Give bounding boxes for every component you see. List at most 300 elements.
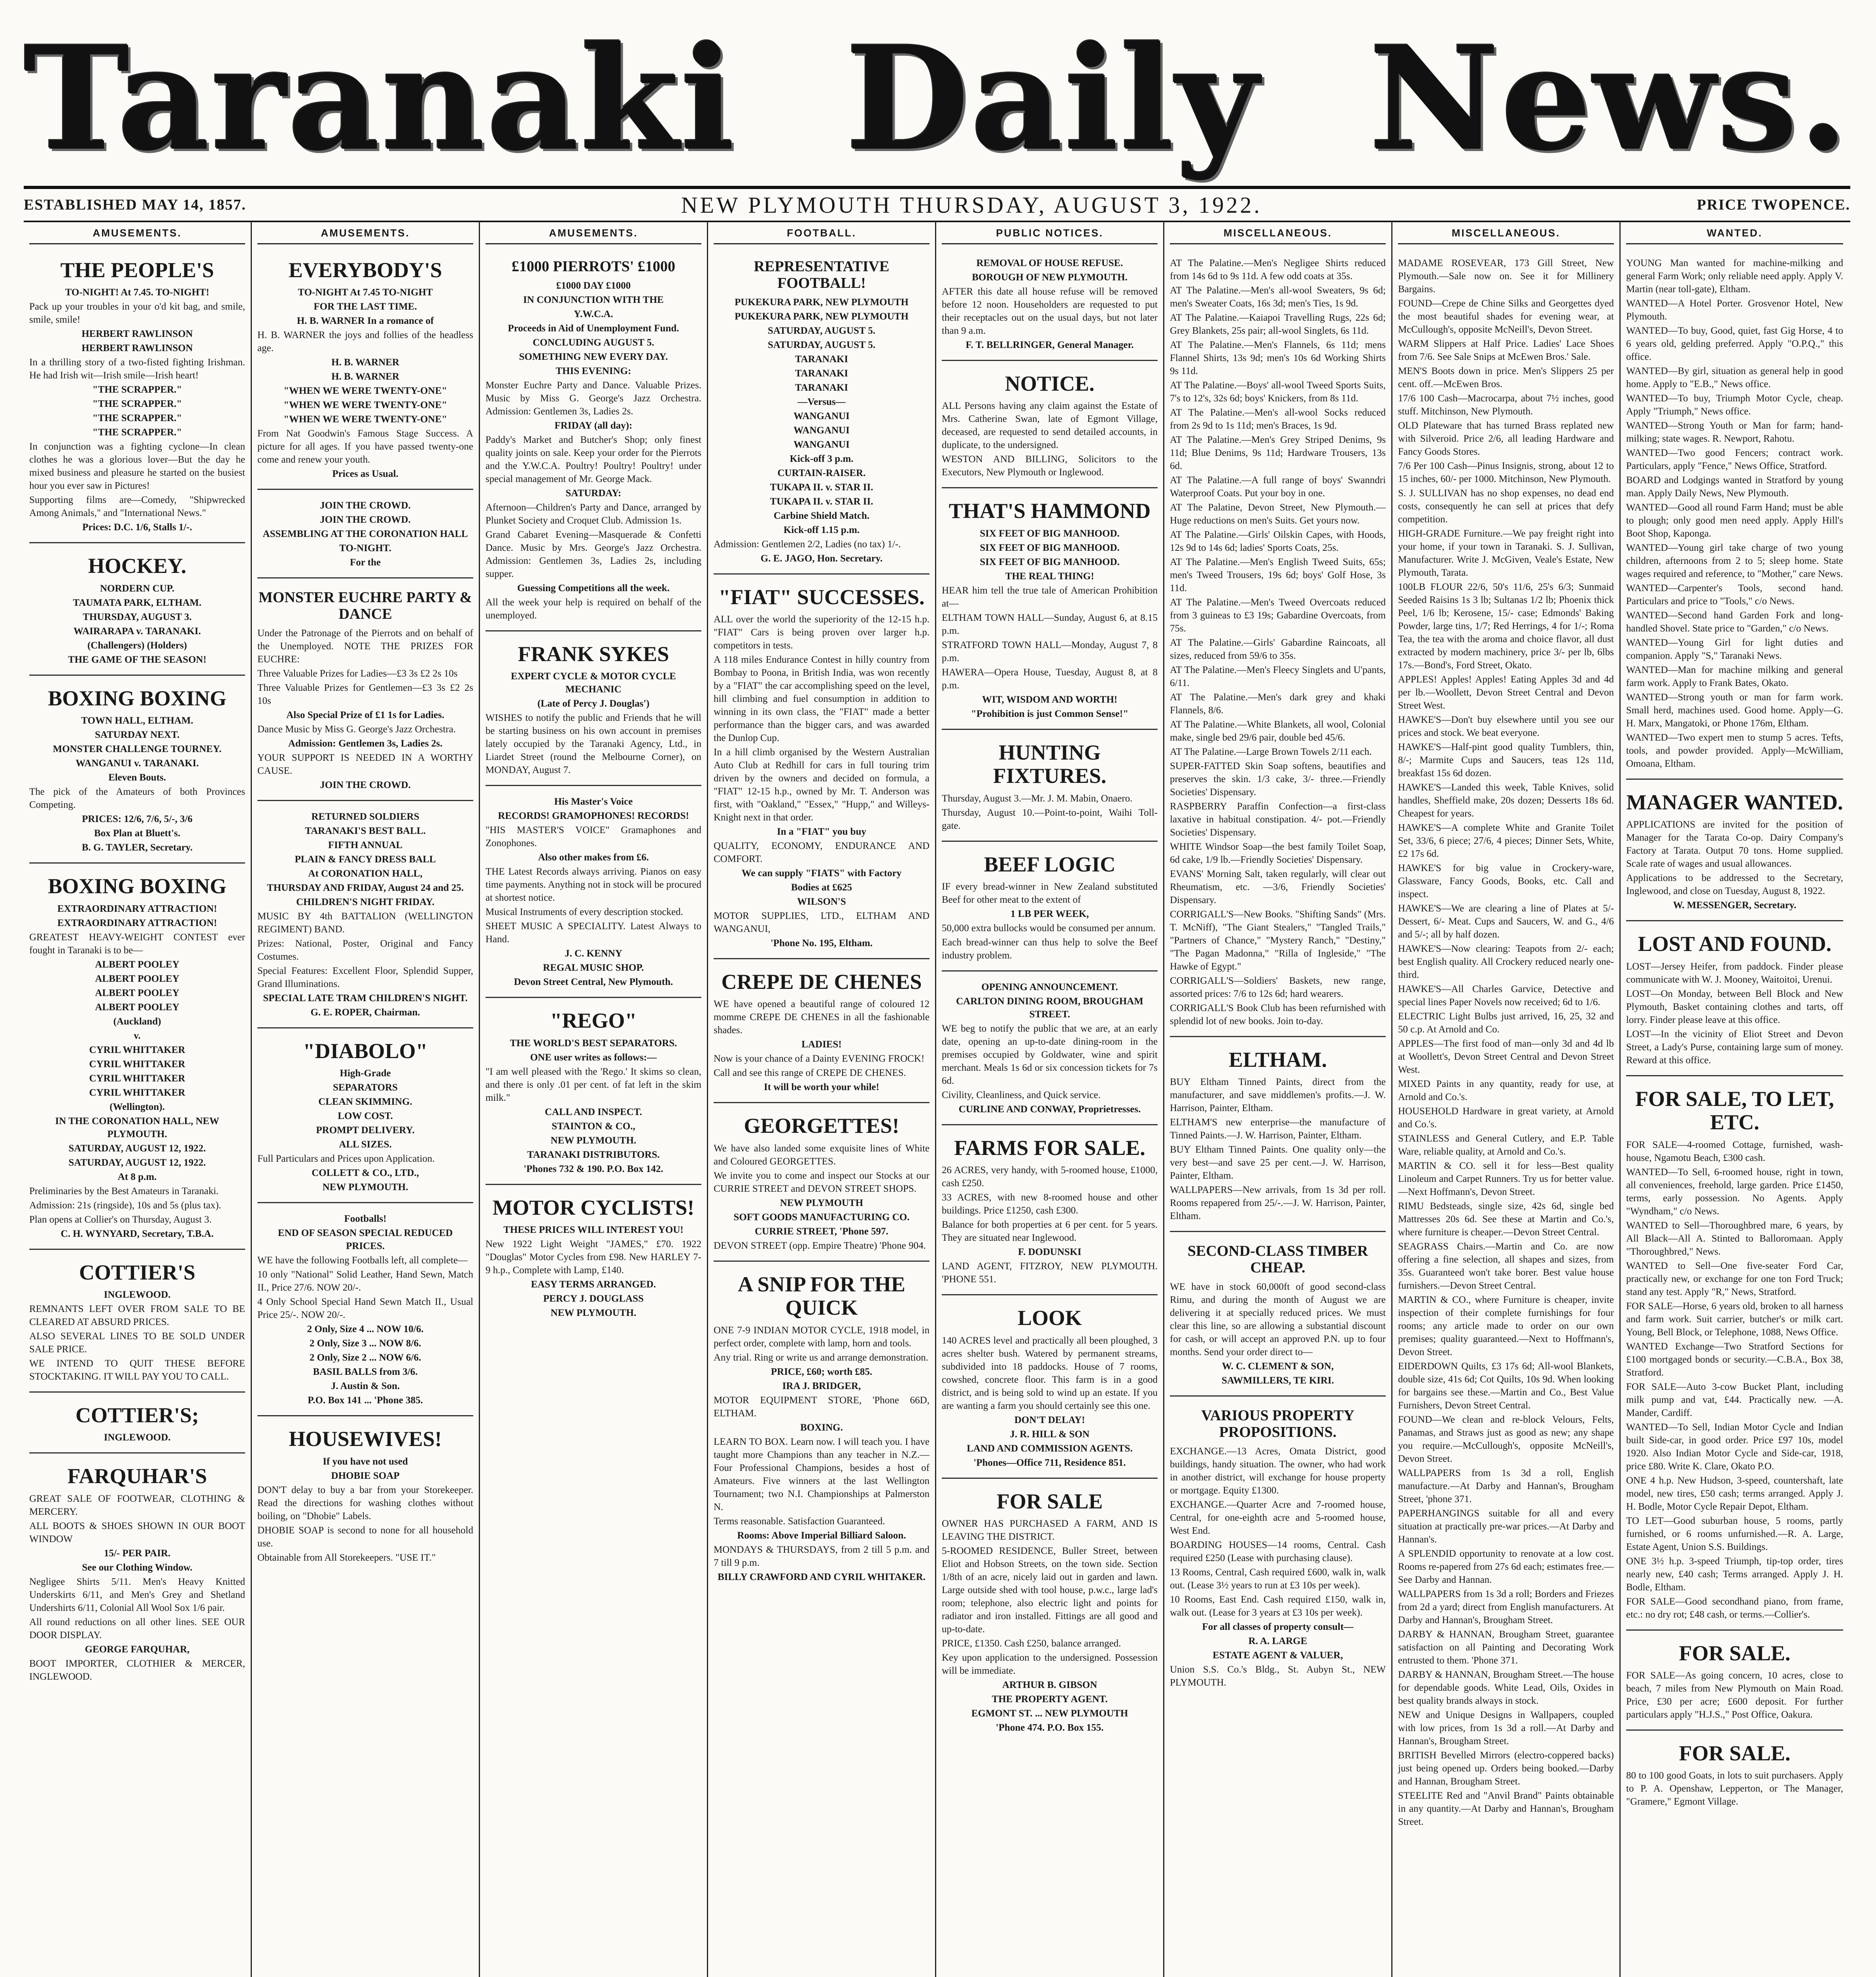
ad-headline: BEEF LOGIC [984,852,1116,876]
ad-text: Thursday, August 10.—Point-to-point, Waihi Toll-gate. [942,807,1158,831]
ad-text: TAUMATA PARK, ELTHAM. [73,597,202,608]
advertisement [714,1264,929,1592]
ad-text: MARTIN & CO., where Furniture is cheaper, invite inspection of their complete furnishings for four rooms; any article made to order on our own premises; quality guaranteed.—Next to Hoffmann's, Devon Street. [1398,1295,1614,1357]
ad-text: AT The Palatine.—Kaiapoi Travelling Rugs, 22s 6d; Grey Blankets, 25s pair; all-wool Singlets, 6s 11d. [1170,312,1386,336]
ad-headline: HOUSEWIVES! [289,1427,442,1451]
ad-text: 140 ACRES level and practically all been ploughed, 3 acres shelter bush. Watered by permanent streams, subdivided into 18 paddocks. House of 7 rooms, cowshed, concrete floor. This farm is in a good district, and is being sold to wind up an estate. If you are wanting a farm you should certainly see this one. [942,1335,1158,1411]
ad-text: WANTED—Man for machine milking and general farm work. Apply to Frank Bates, Okato. [1626,665,1843,688]
ad-text: Special Features: Excellent Floor, Splendid Supper, Grand Illuminations. [257,965,473,989]
advertisement [1626,924,1843,1076]
ad-headline: COTTIER'S [79,1260,196,1284]
ad-text: SAWMILLERS, TE KIRI. [1221,1375,1334,1386]
ad-text: AT The Palatine.—Men's Tweed Overcoats reduced from 3 guineas to £3 19s; Gabardine Overcoats, from 75s. [1170,597,1386,634]
ad-text: CONCLUDING AUGUST 5. [533,337,654,348]
ad-text: At 8 p.m. [117,1171,157,1182]
ad-text: WAIRARAPA v. TARANAKI. [73,626,201,637]
ad-text: LADIES! [801,1039,842,1050]
ad-headline: BOXING BOXING [48,874,227,898]
ad-text: HAWKE'S—We are clearing a line of Plates at 5/- Dessert, 6/- Meat. Cups and Saucers, W. and G., 4/6 and 5/-; all by half dozen. [1398,903,1614,940]
ad-text: WANTED—Good all round Farm Hand; must be able to plough; only good men need apply. Apply Hill's Boot Shop, Kaponga. [1626,502,1843,539]
ad-text: WARM Slippers at Half Price. Ladies' Lace Shoes from 7/6. See Sale Snips at McEwen Bros.' Sale. [1398,338,1614,362]
ad-text: STAINTON & CO., [552,1121,635,1132]
ad-text: THURSDAY AND FRIDAY, August 24 and 25. [267,882,464,893]
ad-text: PLAIN & FANCY DRESS BALL [295,854,436,865]
ad-text: All the week your help is required on behalf of the unemployed. [486,597,701,621]
advertisement [1626,1733,1843,1816]
ad-text: NEW PLYMOUTH [780,1197,863,1208]
ad-text: WANTED—To Sell, 6-roomed house, right in town, all conveniences, freehold, large garden. Price £1450, terms, early possession. No Agents. Apply "Wyndham," c/o News. [1626,1166,1843,1217]
ad-text: TARANAKI DISTRIBUTORS. [527,1149,660,1160]
advertisement [29,678,245,864]
ad-text: ELECTRIC Light Bulbs just arrived, 16, 25, 32 and 50 c.p. At Arnold and Co. [1398,1011,1614,1035]
ad-text: Rooms: Above Imperial Billiard Saloon. [737,1530,906,1541]
ad-text: Pack up your troubles in your o'd kit bag, and smile, smile, smile! [29,301,245,325]
ad-text: BASIL BALLS from 3/6. [313,1367,418,1378]
ad-text: Carbine Shield Match. [773,510,870,521]
ad-text: "WHEN WE WERE TWENTY-ONE" [283,386,447,397]
ad-text: Prizes: National, Poster, Original and Fancy Costumes. [257,938,473,962]
advertisement [486,634,701,786]
ad-text: Preliminaries by the Best Amateurs in Taranaki. [29,1185,219,1196]
ad-text: LOST—On Monday, between Bell Block and New Plymouth, Basket containing clothes and tarts, off lorry. Finder please leave at this office. [1626,988,1843,1025]
advertisement [486,1187,701,1328]
ad-text: WANTED—Young girl take charge of two young children, afternoons from 2 to 5; sleep home. State wages required and reference, to "Mother," care News. [1626,542,1843,579]
ad-text: Full Particulars and Prices upon Application. [257,1153,435,1164]
ad-text: WANTED to Sell—Thoroughbred mare, 6 years, by All Black—All A. Stinted to Balloromaan. Apply "Thoroughbred," News. [1626,1220,1843,1257]
masthead-word-3: News. [1369,15,1850,182]
ad-text: F. T. BELLRINGER, General Manager. [965,340,1134,350]
column-8 [1621,221,1849,1977]
ad-text: "WHEN WE WERE TWENTY-ONE" [283,400,447,411]
ad-text: Obtainable from All Storekeepers. "USE IT." [257,1552,436,1563]
ad-text: 'Phone 474. P.O. Box 155. [996,1722,1104,1733]
ad-text: SOFT GOODS MANUFACTURING CO. [733,1212,910,1223]
ad-headline: MANAGER WANTED. [1626,790,1843,814]
ad-text: MONDAYS & THURSDAYS, from 2 till 5 p.m. and 7 till 9 p.m. [714,1544,929,1568]
ad-text: AT The Palatine.—Boys' all-wool Tweed Sports Suits, 7's to 12's, 32s 6d; boys' Knickers, from 8s 11d. [1170,380,1386,404]
ad-text: ALBERT POOLEY [95,1002,179,1013]
ad-text: J. Austin & Son. [331,1381,400,1392]
ad-text: The pick of the Amateurs of both Provinces Competing. [29,786,245,811]
ad-text: WANTED to Sell—One five-seater Ford Car, practically new, or exchange for one ton Ford Truck; stand any test. Apply "R," News, Stratford. [1626,1260,1843,1297]
ad-text: SATURDAY, AUGUST 12, 1922. [68,1157,206,1168]
advertisement [257,1031,473,1203]
ad-text: STAINLESS and General Cutlery, and E.P. Table Ware, reliable quality, at Arnold and Co.'s. [1398,1133,1614,1157]
ad-text: WANGANUI v. TARANAKI. [76,758,199,769]
ad-text: His Master's Voice [554,796,633,807]
ad-text: 10 only "National" Solid Leather, Hand Sewn, Match II., Price 27/6. NOW 20/-. [257,1269,473,1293]
ad-text: SIX FEET OF BIG MANHOOD. [980,556,1120,567]
ad-text: AT The Palatine, Devon Street, New Plymouth.—Huge reductions on men's Suits. Get yours now. [1170,502,1386,526]
ad-text: HAWKE'S—Landed this week, Table Knives, solid handles, Sheffield make, 20s dozen; Desserts 18s 6d. Cheapest for years. [1398,782,1614,819]
ad-text: HAWERA—Opera House, Tuesday, August 8, at 8 p.m. [942,667,1158,691]
ad-text: ESTATE AGENT & VALUER, [1213,1650,1343,1661]
ad-text: —Versus— [797,396,846,407]
ad-text: CORRIGALL'S Book Club has been refurnished with splendid lot of new books. Join to-day. [1170,1003,1386,1026]
ad-text: APPLICATIONS are invited for the position of Manager for the Tarata Co-op. Dairy Company's Factory at Tarata. Output 70 tons. Home supplied. Scale rate of wages and usual allowances. [1626,819,1843,869]
ad-headline: FOR SALE. [1679,1641,1791,1665]
ad-text: AT The Palatine.—Men's dark grey and khaki Flannels, 8/6. [1170,692,1386,716]
ad-headline: A SNIP FOR THE QUICK [738,1272,905,1320]
ad-text: EIDERDOWN Quilts, £3 17s 6d; All-wool Blankets, double size, 41s 6d; Cot Quilts, 10s 9d. When looking for bargains see these.—Martin and Co., Best Value Furnishers, Devon Street Central. [1398,1361,1614,1411]
advertisement [29,250,245,543]
ad-text: Kick-off 1.15 p.m. [783,524,860,535]
ad-text: "I am well pleased with the 'Rego.' It skims so clean, and there is only .01 per cent. of fat left in the skim milk." [486,1066,701,1103]
ad-headline: £1000 PIERROTS' £1000 [512,258,675,275]
ad-text: H. B. WARNER [331,357,399,368]
ad-text: ONE 7-9 INDIAN MOTOR CYCLE, 1918 model, in perfect order, complete with lamp, horn and tools. [714,1325,929,1349]
ad-text: AT The Palatine.—Men's Grey Striped Denims, 9s 11d; Blue Denims, 9s 11d; Hardware Trousers, 13s 6d. [1170,435,1386,471]
ad-text: CURRIE STREET, 'Phone 597. [755,1226,888,1237]
ad-headline: BOXING BOXING [48,686,227,710]
ad-text: WANGANUI [793,425,850,436]
ad-text: 'Phone No. 195, Eltham. [770,937,873,949]
ad-text: 17/6 100 Cash—Macrocarpa, about 7½ inches, good stuff. Mitchinson, New Plymouth. [1398,393,1614,417]
ad-text: "WHEN WE WERE TWENTY-ONE" [283,414,447,425]
ad-text: Proceeds in Aid of Unemployment Fund. [508,323,679,334]
ad-text: In a "FIAT" you buy [777,826,866,837]
ad-text: 'Phones—Office 711, Residence 851. [973,1457,1126,1468]
ad-text: 4 Only School Special Hand Sewn Match II., Usual Price 25/-. NOW 20/-. [257,1297,473,1321]
ad-text: GREAT SALE OF FOOTWEAR, CLOTHING & MERCERY. [29,1493,245,1517]
ad-text: BOROUGH OF NEW PLYMOUTH. [972,272,1128,283]
ad-text: 33 ACRES, with new 8-roomed house and other buildings. Price £1250, cash £300. [942,1192,1158,1216]
ad-text: YOUR SUPPORT IS NEEDED IN A WORTHY CAUSE. [257,752,473,776]
ad-text: HERBERT RAWLINSON [81,329,193,340]
ad-text: "THE SCRAPPER." [92,384,182,395]
ad-text: DHOBIE SOAP [331,1470,400,1481]
ad-text: EVANS' Morning Salt, taken regularly, will clear out Rheumatism, etc. —3/6, Friendly Societies' Dispensary. [1170,869,1386,905]
ad-text: Dance Music by Miss G. George's Jazz Orchestra. [257,724,456,735]
ad-text: FOR SALE—Good secondhand piano, from frame, etc.: no dry rot; £48 cash, or terms.—Collier's. [1626,1596,1843,1620]
column-5 [936,221,1164,1977]
column-heading: MISCELLANEOUS. [1398,225,1614,244]
ad-text: WESTON AND BILLING, Solicitors to the Executors, New Plymouth or Inglewood. [942,454,1158,478]
ad-text: 2 Only, Size 2 ... NOW 6/6. [309,1352,421,1363]
ad-text: LEARN TO BOX. Learn now. I will teach you. I have taught more Champions than any teacher in N.Z.—Four Professional Champions, besides a host of Amateurs. Five winners at the last Wellington Tournament; two N.I. Championships at Palmerston N. [714,1436,929,1512]
ad-text: WISHES to notify the public and Friends that he will be starting business on his own account in premises lately occupied by the Taranaki Agency, Ltd., in Liardet Street (round the Melbourne Corner), on MONDAY, August 7. [486,713,701,776]
ad-headline: EVERYBODY'S [288,258,442,282]
ad-headline: THAT'S HAMMOND [948,499,1151,523]
advertisement [257,803,473,1028]
ad-text: TUKAPA II. v. STAR II. [770,496,873,507]
ad-text: HIGH-GRADE Furniture.—We pay freight right into your home, if your town in Taranaki. S. J. Sullivan, Manufacturer. Write J. McGiven, Veale's Estate, New Plymouth, Tarata. [1398,528,1614,578]
ad-text: SIX FEET OF BIG MANHOOD. [980,542,1120,553]
ad-text: B. G. TAYLER, Secretary. [81,842,193,853]
ad-text: EGMONT ST. ... NEW PLYMOUTH [971,1708,1128,1719]
ad-text: FIFTH ANNUAL [328,839,403,851]
ad-headline: COTTIER'S; [75,1403,199,1427]
ad-text: SATURDAY, AUGUST 5. [767,339,876,350]
ad-text: BOARDING HOUSES—14 rooms, Central. Cash required £250 (Lease with purchasing clause). [1170,1539,1386,1563]
ad-headline: FOR SALE. [1679,1741,1791,1765]
ad-text: 80 to 100 good Goats, in lots to suit purchasers. Apply to P. A. Openshaw, Lepperton, or The Manager, "Gramere," Egmont Village. [1626,1770,1843,1807]
ad-text: Footballs! [344,1213,387,1225]
ad-text: 50,000 extra bullocks would be consumed per annum. [942,922,1156,934]
ad-text: CURTAIN-RAISER. [777,467,866,478]
ad-text: FRIDAY (all day): [554,420,633,431]
ad-text: WE beg to notify the public that we are, at an early date, opening an up-to-date dining-room in the premises occupied by Goldwater, wine and spirit merchant. Meals 1s 6d or six concession tickets for 7s 6d. [942,1023,1158,1086]
ad-text: LOST—Jersey Heifer, from paddock. Finder please communicate with W. J. Mooney, Waitoitoi, Urenui. [1626,961,1843,985]
ad-text: AT The Palatine.—Men's all-wool Socks reduced from 2s 9d to 1s 11d; men's Braces, 1s 9d. [1170,407,1386,431]
ad-text: TO-NIGHT At 7.45 TO-NIGHT [298,287,433,298]
ad-text: ALL over the world the superiority of the 12-15 h.p. "FIAT" Cars is being proven over larger h.p. competitors in tests. [714,614,929,651]
ad-text: WIT, WISDOM AND WORTH! [982,694,1118,705]
ad-text: 5-ROOMED RESIDENCE, Buller Street, between Eliot and Hobson Streets, on the town side. Section 1/8th of an acre, nicely laid out in garden and lawn. Large outside shed with tool house, p.w.c., large lad's room; telephone, also electric light and points for radiator and iron installed. Fittings are all good and up-to-date. [942,1546,1158,1635]
ad-text: WANTED—To buy, Triumph Motor Cycle, cheap. Apply "Triumph," News office. [1626,393,1843,417]
advertisement [942,974,1158,1125]
ad-text: PRICE, £1350. Cash £250, balance arranged. [942,1638,1121,1649]
ad-text: CLEAN SKIMMING. [318,1096,412,1108]
ad-text: WANTED—Two good Fencers; contract work. Particulars, apply "Fence," News Office, Stratford. [1626,448,1843,471]
ad-text: SATURDAY: [565,488,622,499]
ad-text: TO-NIGHT! At 7.45. TO-NIGHT! [65,287,210,298]
ad-text: FOR SALE—4-roomed Cottage, furnished, wash-house, Ngamotu Beach, £300 cash. [1626,1139,1843,1163]
ad-text: GEORGE FARQUHAR, [85,1644,190,1655]
ad-headline: FARQUHAR'S [67,1464,207,1488]
ad-headline: ELTHAM. [1228,1048,1327,1072]
ad-text: For all classes of property consult— [1202,1621,1354,1632]
ad-text: CYRIL WHITTAKER [89,1087,185,1098]
ad-text: REMOVAL OF HOUSE REFUSE. [976,258,1123,268]
ad-text: CYRIL WHITTAKER [89,1044,185,1055]
column-1 [24,221,252,1977]
ad-text: WANTED—To Sell, Indian Motor Cycle and Indian built Side-car, in good order. Price £97 10s, model 1920. Also Indian Motor Cycle and Side-car, 1918, price £80. Write K. Clare, Okato P.O. [1626,1421,1843,1472]
ad-text: A SPLENDID opportunity to renovate at a low cost. Rooms re-papered from 27s 6d each; estimates free.—See Darby and Hannan. [1398,1548,1614,1585]
ad-text: WILSON'S [797,896,846,907]
ad-text: ONE 4 h.p. New Hudson, 3-speed, countershaft, late model, new tires, £50 cash; terms arranged. Apply J. H. Bodle, Motor Cycle Repair Depot, Eltham. [1626,1475,1843,1512]
ad-text: Devon Street Central, New Plymouth. [514,977,673,988]
ad-text: AT The Palatine.—Men's English Tweed Suits, 65s; men's Tweed Trousers, 19s 6d; boys' Golf Hose, 3s 11d. [1170,557,1386,593]
advertisement [1170,1040,1386,1232]
ad-text: 15/- PER PAIR. [104,1548,171,1559]
ad-headline: HOCKEY. [88,554,187,578]
ad-text: SOMETHING NEW EVERY DAY. [519,351,668,362]
ad-text: S. J. SULLIVAN has no shop expenses, no dead end costs, consequently he can sell at prices that defy competition. [1398,488,1614,525]
ad-text: ALSO SEVERAL LINES TO BE SOLD UNDER SALE PRICE. [29,1331,245,1355]
ad-text: Key upon application to the undersigned. Possession will be immediate. [942,1652,1158,1676]
ad-text: Eleven Bouts. [108,772,166,783]
dateline [24,186,1850,222]
ad-text: THE Latest Records always arriving. Pianos on easy time payments. Anything not in stock will be procured at shortest notice. [486,866,701,903]
issue-date: NEW PLYMOUTH THURSDAY, AUGUST 3, 1922. [681,192,1262,218]
ad-text: RIMU Bedsteads, single size, 42s 6d, single bed Mattresses 20s 6d. See these at Martin and Co.'s, where furniture is cheaper.—Devon Street Central. [1398,1201,1614,1238]
ad-headline: CREPE DE CHENES [721,970,922,994]
ad-text: IF every bread-winner in New Zealand substituted Beef for other meat to the extent of [942,881,1158,905]
advertisement [942,1128,1158,1295]
ad-text: THE GAME OF THE SEASON! [68,654,207,665]
ad-text: BOXING. [800,1422,843,1433]
advertisement [257,581,473,801]
ad-text: AT The Palatine.—Men's Fleecy Singlets and U'pants, 6/11. [1170,665,1386,688]
advertisement [1626,782,1843,921]
ad-headline: FRANK SYKES [518,642,669,666]
ad-text: TARANAKI [795,353,848,365]
ad-text: MOTOR SUPPLIES, LTD., ELTHAM AND WANGANUI, [714,910,929,934]
ad-text: HAWKE'S—Don't buy elsewhere until you see our prices and stock. We beat everyone. [1398,714,1614,738]
ad-text: Negligee Shirts 5/11. Men's Heavy Knitted Underskirts 6/11, and Men's Grey and Shetland Undershirts 6/11, Colonial All Wool Sox 1/6 pair. [29,1576,245,1613]
advertisement [257,492,473,578]
ad-text: FOR SALE—Auto 3-cow Bucket Plant, including milk pump and vat, £44. Practically new. —A. Mander, Cardiff. [1626,1381,1843,1418]
advertisement [1626,250,1843,780]
ad-text: LOST—In the vicinity of Eliot Street and Devon Street, a Lady's Purse, containing large sum of money. Reward at this office. [1626,1028,1843,1066]
masthead-word-2: Daily [846,15,1260,182]
ad-text: Any trial. Ring or write us and arrange demonstration. [714,1352,928,1363]
ad-text: 2 Only, Size 4 ... NOW 10/6. [307,1324,424,1335]
ad-text: HEAR him tell the true tale of American Prohibition at— [942,585,1158,609]
ad-text: EXTRAORDINARY ATTRACTION! [57,903,217,914]
advertisement [1398,250,1614,1837]
ad-text: MEN'S Boots down in price. Men's Slippers 25 per cent. off.—McEwen Bros. [1398,366,1614,389]
column-heading: WANTED. [1626,225,1843,244]
ad-text: HAWKE'S for big value in Crockery-ware, Glassware, Fancy Goods, Books, etc. Call and inspect. [1398,863,1614,900]
advertisement [486,788,701,998]
ad-text: STEELITE Red and "Anvil Brand" Paints obtainable in any quantity.—At Darby and Hannan's, Brougham Street. [1398,1790,1614,1827]
ad-text: Three Valuable Prizes for Ladies—£3 3s £2 2s 10s [257,668,458,679]
ad-text: NEW and Unique Designs in Wallpapers, coupled with low prices, from 1s 3d a roll.—At Darby and Hannan's, Brougham Street. [1398,1710,1614,1746]
ad-text: Musical Instruments of every description stocked. [486,907,683,918]
ad-text: ALL Persons having any claim against the Estate of Mrs. Catherine Swan, late of Egmont Village, deceased, are requested to send detailed accounts, in duplicate, to the undersigned. [942,401,1158,451]
ad-text: ALBERT POOLEY [95,973,179,984]
ad-text: Guessing Competitions all the week. [517,582,670,593]
ad-text: PERCY J. DOUGLASS [543,1293,644,1304]
ad-text: F. DODUNSKI [1018,1247,1082,1258]
ad-text: EASY TERMS ARRANGED. [531,1279,656,1290]
ad-text: "THE SCRAPPER." [92,413,182,424]
ad-text: GREATEST HEAVY-WEIGHT CONTEST ever fought in Taranaki is to be— [29,932,245,956]
ad-text: STRATFORD TOWN HALL—Monday, August 7, 8 p.m. [942,639,1158,663]
ad-text: FOR SALE—As going concern, 10 acres, close to beach, 7 miles from New Plymouth on Main Road. Price, £30 per acre; £600 deposit. For further particulars apply "H.J.S.," Post Office, Oakura. [1626,1670,1843,1720]
ad-text: H. B. WARNER [331,371,399,382]
ad-text: PUKEKURA PARK, NEW PLYMOUTH [735,297,909,308]
ad-text: RECORDS! GRAMOPHONES! RECORDS! [498,811,689,822]
ad-text: PRICE, £60; worth £85. [771,1366,873,1377]
column-heading: MISCELLANEOUS. [1170,225,1386,244]
ad-text: MUSIC BY 4th BATTALION (WELLINGTON REGIMENT) BAND. [257,911,473,935]
ad-text: For the [350,557,381,568]
ad-text: OPENING ANNOUNCEMENT. [981,981,1118,992]
ad-headline: FOR SALE, TO LET, ETC. [1635,1087,1834,1134]
ad-text: In conjunction was a fighting cyclone—In clean clothes he was a glorious lover—But the day he mixed business and pleasure he started on the busiest hour you ever saw in Pictures! [29,441,245,491]
ad-text: AT The Palatine.—Large Brown Towels 2/11 each. [1170,747,1372,757]
established-date: ESTABLISHED MAY 14, 1857. [24,197,246,213]
ad-text: PROMPT DELIVERY. [316,1125,415,1136]
ad-text: 'Phones 732 & 190. P.O. Box 142. [523,1163,663,1174]
advertisement [29,866,245,1249]
masthead [24,16,1850,182]
ad-text: INGLEWOOD. [104,1432,171,1443]
ad-text: 13 Rooms, Central, Cash required £600, walk in, walk out. (Lease 3½ years to run at £3 10s per week). [1170,1567,1386,1591]
ad-text: Call and see this range of CREPE DE CHENES. [714,1068,906,1079]
ad-text: "THE SCRAPPER." [92,399,182,410]
advertisement [1170,1399,1386,1697]
ad-text: IN CONJUNCTION WITH THE [523,294,664,305]
ad-text: Y.W.C.A. [574,308,613,319]
ad-text: WANTED—Young Girl for light duties and companion. Apply "S," Taranaki News. [1626,637,1843,661]
ad-text: 10 Rooms, East End. Cash required £150, walk in, walk out. (Lease for 3 years at £3 10s per week). [1170,1594,1386,1618]
ad-text: Also Special Prize of £1 1s for Ladies. [286,709,444,720]
ad-text: JOIN THE CROWD. [320,779,411,790]
ad-text: 1 LB PER WEEK, [1010,908,1089,919]
ad-headline: "REGO" [550,1009,637,1033]
ad-text: HAWKE'S—Half-pint good quality Tumblers, thin, 8/-; Marmite Cups and Saucers, teas 12s 11d, breakfast 15s 6d dozen. [1398,742,1614,779]
ad-text: Afternoon—Children's Party and Dance, arranged by Plunket Society and Croquet Club. Admission 1s. [486,502,701,526]
ad-text: BOARD and Lodgings wanted in Stratford by young man. Apply Daily News, New Plymouth. [1626,475,1843,499]
ad-text: WALLPAPERS from 1s 3d a roll; Borders and Friezes from 2d a yard; direct from English manufacturers. At Darby and Hannan's, Brougham Street. [1398,1589,1614,1625]
ad-text: WE have the following Footballs left, all complete— [257,1255,468,1266]
advertisement [942,363,1158,488]
ad-text: All round reductions on all other lines. SEE OUR DOOR DISPLAY. [29,1616,245,1641]
ad-text: Prices: D.C. 1/6, Stalls 1/-. [82,522,192,533]
ad-text: 7/6 Per 100 Cash—Pinus Insignis, strong, about 12 to 15 inches, 60/- per 1000. Mitchinson, New Plymouth. [1398,461,1614,484]
ad-headline: LOST AND FOUND. [1638,932,1832,956]
ad-text: Balance for both properties at 6 per cent. for 5 years. They are situated near Inglewood. [942,1219,1158,1244]
advertisement [29,1252,245,1393]
ad-text: We invite you to come and inspect our Stocks at our CURRIE STREET and DEVON STREET SHOPS. [714,1170,929,1194]
ad-headline: LOOK [1017,1306,1082,1330]
ad-text: CALL AND INSPECT. [544,1106,642,1117]
ad-text: WE have opened a beautiful range of coloured 12 momme CREPE DE CHENES in all the fashionable shades. [714,999,929,1036]
ad-text: BRITISH Bevelled Mirrors (electro-coppered backs) just being opened up. Orders being booked.—Darby and Hannan, Brougham Street. [1398,1750,1614,1787]
ad-text: Under the Patronage of the Pierrots and on behalf of the Unemployed. NOTE THE PRIZES FOR EUCHRE: [257,627,473,665]
ad-text: PAPERHANGINGS suitable for all and every situation at practically pre-war prices.—At Darby and Hannan's. [1398,1508,1614,1545]
ad-text: EXPERT CYCLE & MOTOR CYCLE MECHANIC [511,671,676,695]
ad-text: TARANAKI [795,382,848,393]
ad-text: If you have not used [323,1456,408,1467]
ad-text: AT The Palatine.—Men's Flannels, 6s 11d; mens Flannel Shirts, 13s 9d; men's 10s 6d Working Shirts 9s 11d. [1170,340,1386,376]
ad-text: AT The Palatine.—A full range of boys' Swanndri Waterproof Coats. Put your boy in one. [1170,475,1386,499]
ad-text: WANTED—Carpenter's Tools, second hand. Particulars and price to "Tools," c/o News. [1626,583,1843,607]
column-4 [708,221,936,1977]
columns [24,221,1850,1977]
ad-text: APPLES—The first food of man—only 3d and 4d lb at Woollett's, Devon Street Central and Devon Street West. [1398,1038,1614,1075]
advertisement [486,1000,701,1185]
ad-text: NEW PLYMOUTH. [322,1182,408,1193]
ad-text: QUALITY, ECONOMY, ENDURANCE AND COMFORT. [714,840,929,864]
advertisement [942,491,1158,730]
ad-text: DON'T delay to buy a bar from your Storekeeper. Read the directions for washing clothes without boiling, on "Dhobie" Labels. [257,1484,473,1521]
ad-text: ALBERT POOLEY [95,987,179,998]
ad-text: LAND AGENT, FITZROY, NEW PLYMOUTH. 'PHONE 551. [942,1261,1158,1285]
ad-text: "Prohibition is just Common Sense!" [971,708,1129,719]
ad-text: Civility, Cleanliness, and Quick service. [942,1089,1101,1100]
ad-text: TO-NIGHT. [339,543,391,554]
ad-text: MONSTER CHALLENGE TOURNEY. [53,744,222,755]
ad-text: (Auckland) [113,1016,161,1027]
ad-text: BOOT IMPORTER, CLOTHIER & MERCER, INGLEWOOD. [29,1658,245,1682]
ad-text: SATURDAY, AUGUST 5. [767,325,876,336]
ad-text: At CORONATION HALL, [308,868,423,879]
column-7 [1392,221,1621,1977]
advertisement [29,1395,245,1453]
ad-text: Bodies at £625 [791,882,852,893]
ad-text: SIX FEET OF BIG MANHOOD. [980,528,1120,539]
ad-text: ASSEMBLING AT THE CORONATION HALL [263,529,468,540]
ad-text: Applications to be addressed to the Secretary, Inglewood, and close on Tuesday, August 8, 1922. [1626,873,1843,897]
ad-text: Grand Cabaret Evening—Masquerade & Confetti Dance. Music by Mrs. George's Jazz Orchestra. Admission: Gentlemen 3s, Ladies 2s, including supper. [486,529,701,579]
ad-text: THE WORLD'S BEST SEPARATORS. [510,1038,677,1049]
ad-text: NEW PLYMOUTH. [550,1135,637,1146]
ad-text: WANTED—Strong youth or man for farm work. Small herd, machines used. Good home. Apply—G. H. Marx, Mangatoki, or Phone 176m, Eltham. [1626,692,1843,729]
ad-text: (Wellington). [110,1101,165,1112]
advertisement [29,546,245,675]
ad-text: BILLY CRAWFORD AND CYRIL WHITAKER. [718,1571,926,1582]
ad-text: EXTRAORDINARY ATTRACTION! [57,917,217,928]
column-2 [252,221,480,1977]
ad-text: 100LB FLOUR 22/6, 50's 11/6, 25's 6/3; Sunmaid Seeded Raisins 1s 3 lb; Sultanas 1/2 lb; Phoenix thick Peel, 1/6 lb; Kerosene, 15/- case; Edmonds' Baking Powder, large tins, 1/7; Red Herrings, 4 for 1/-; Roma Tea, the tea with the aroma and choice flavor, all dust extracted by modern machinery, price 3/- per lb, 6lbs 17s.—Bond's, Ford Street, Okato. [1398,582,1614,671]
ad-text: BUY Eltham Tinned Paints, direct from the manufacturer, and save middlemen's profits.—J. W. Harrison, Painter, Eltham. [1170,1077,1386,1114]
ad-text: WHITE Windsor Soap—the best family Toilet Soap, 6d cake, 1/9 lb.—Friendly Societies' Dispensary. [1170,841,1386,865]
